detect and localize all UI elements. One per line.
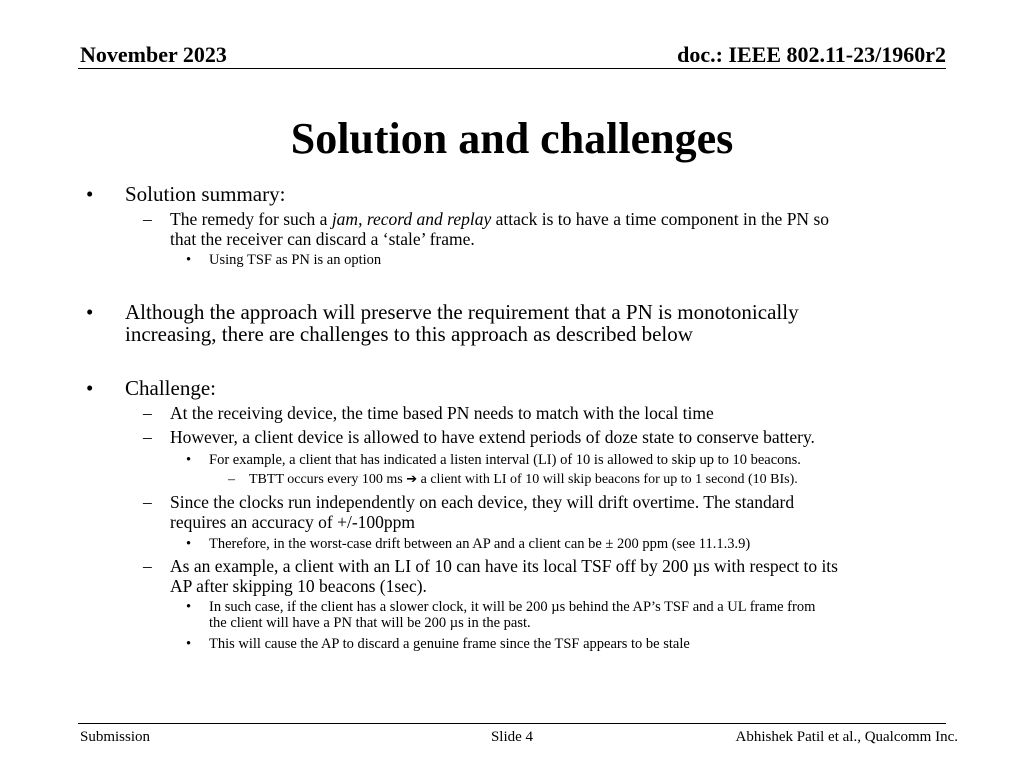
sub-sub-bullet-listen-interval: For example, a client that has indicated a listen interval (LI) of 10 is allowed to skip up to 10 beacons. xyxy=(209,452,801,468)
sub-sub-bullet-worst-case-drift: Therefore, in the worst-case drift between an AP and a client can be ± 200 ppm (see 11.1.3.9) xyxy=(209,536,751,552)
sub-bullet-clock-drift-line2: requires an accuracy of +/-100ppm xyxy=(170,512,416,532)
footer-submission: Submission xyxy=(80,729,151,745)
sub-sub-bullet-slower-clock-line1: In such case, if the client has a slower clock, it will be 200 µs behind the AP’s TSF and a UL frame from xyxy=(209,599,816,615)
remedy-text-post: attack is to have a time component in the PN so xyxy=(491,209,830,229)
bullet-marker: • xyxy=(186,599,192,615)
sub-bullet-remedy xyxy=(170,210,829,229)
bullet-marker: • xyxy=(186,636,192,652)
bullet-marker: • xyxy=(86,300,94,324)
bullet-approach-line2: increasing, there are challenges to this approach as described below xyxy=(125,322,693,346)
dash-marker: – xyxy=(143,492,152,512)
dash-marker: – xyxy=(228,472,235,487)
bullet-marker: • xyxy=(186,536,192,552)
footer-rule xyxy=(78,723,946,724)
arrow-right-icon: ➔ xyxy=(406,472,418,487)
dash-marker: – xyxy=(143,403,152,423)
sub-bullet-example-line1: As an example, a client with an LI of 10 can have its local TSF off by 200 µs with respect to its xyxy=(170,556,838,576)
bullet-marker: • xyxy=(186,252,192,268)
sub-bullet-example-line2: AP after skipping 10 beacons (1sec). xyxy=(170,576,427,596)
sub-sub-bullet-tsf-option: Using TSF as PN is an option xyxy=(209,252,382,268)
sub-sub-bullet-slower-clock-line2: the client will have a PN that will be 200 µs in the past. xyxy=(209,615,531,631)
slide-title: Solution and challenges xyxy=(290,114,734,163)
remedy-text-pre: The remedy for such a xyxy=(170,209,332,229)
dash-marker: – xyxy=(143,209,152,229)
header-rule xyxy=(78,68,946,69)
tbtt-text-post: a client with LI of 10 will skip beacons for up to 1 second (10 BIs). xyxy=(420,472,798,487)
bullet-solution-summary: Solution summary: xyxy=(125,182,286,206)
bullet-marker: • xyxy=(86,376,94,400)
bullet-challenge: Challenge: xyxy=(125,376,216,400)
header-date: November 2023 xyxy=(80,42,227,67)
bullet-approach-line1: Although the approach will preserve the requirement that a PN is monotonically xyxy=(125,300,799,324)
sub-sub-bullet-discard-frame: This will cause the AP to discard a genuine frame since the TSF appears to be stale xyxy=(209,636,690,652)
sub-bullet-remedy-line2: that the receiver can discard a ‘stale’ frame. xyxy=(170,229,475,249)
sub-bullet-doze-state: However, a client device is allowed to have extend periods of doze state to conserve battery. xyxy=(170,427,815,447)
dash-marker: – xyxy=(143,556,152,576)
dash-marker: – xyxy=(143,427,152,447)
footer-authors: Abhishek Patil et al., Qualcomm Inc. xyxy=(735,729,958,745)
tbtt-text-pre: TBTT occurs every 100 ms xyxy=(249,472,403,487)
remedy-text-emphasis: jam, record and replay xyxy=(331,209,492,229)
header-doc-number: doc.: IEEE 802.11-23/1960r2 xyxy=(677,42,946,67)
sub-bullet-clock-drift-line1: Since the clocks run independently on each device, they will drift overtime. The standard xyxy=(170,492,795,512)
bullet-marker: • xyxy=(86,182,94,206)
bullet-marker: • xyxy=(186,452,192,468)
footer-slide-number: Slide 4 xyxy=(490,729,534,745)
sub-bullet-receiving-device: At the receiving device, the time based PN needs to match with the local time xyxy=(170,403,714,423)
level4-bullet-tbtt xyxy=(249,472,798,488)
